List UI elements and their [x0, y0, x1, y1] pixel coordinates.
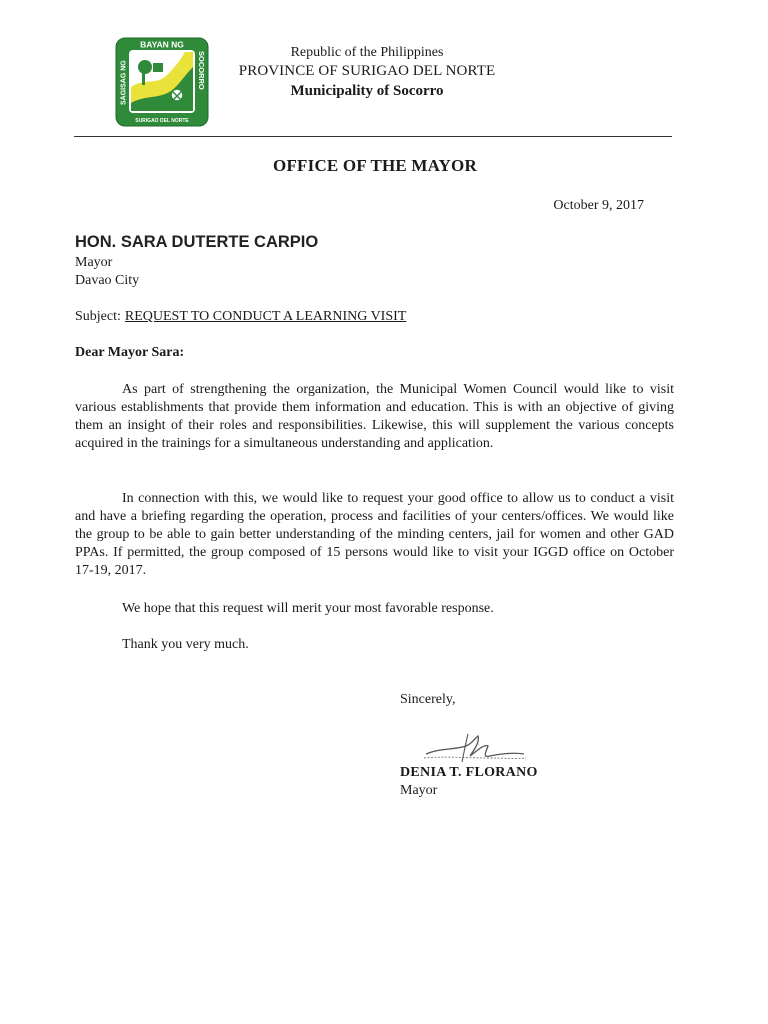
- seal-left-text: SAGISAG NG: [120, 60, 128, 105]
- seal-bottom-text: SURIGAO DEL NORTE: [135, 118, 189, 124]
- signer-title: Mayor: [400, 783, 438, 798]
- office-title: OFFICE OF THE MAYOR: [273, 156, 477, 175]
- body-paragraph-1: As part of strengthening the organization, the Municipal Women Council would like to visit various establishments that provide them information and education. This is with an objective of giving them an insight of their roles and responsibilities. Likewise, this will supplement the various concepts acquired in the trainings for a simultaneous understanding and application.: [75, 382, 674, 451]
- subject-text: REQUEST TO CONDUCT A LEARNING VISIT: [124, 309, 407, 324]
- seal-top-text: BAYAN NG: [140, 39, 184, 50]
- header-republic: Republic of the Philippines: [290, 45, 444, 60]
- addressee-title: Mayor: [75, 255, 113, 270]
- header-municipality: Municipality of Socorro: [290, 83, 444, 99]
- letter-date: October 9, 2017: [553, 198, 644, 213]
- header-province: PROVINCE OF SURIGAO DEL NORTE: [238, 63, 496, 79]
- body-paragraph-4: Thank you very much.: [122, 637, 249, 652]
- salutation: Dear Mayor Sara:: [75, 345, 185, 360]
- seal-right-text: SOCORRO: [197, 51, 206, 90]
- body-paragraph-3: We hope that this request will merit your most favorable response.: [122, 601, 494, 616]
- subject-line: [75, 309, 406, 325]
- addressee-name: HON. SARA DUTERTE CARPIO: [75, 233, 319, 251]
- header-divider: [74, 136, 672, 137]
- body-paragraph-2: In connection with this, we would like to request your good office to allow us to conduct a visit and have a briefing regarding the operation, process and facilities of your centers/offices. We would like the group to be able to gain better understanding of the minding centers, jail for women and other GAD PPAs. If permitted, the group composed of 15 persons would like to visit your IGGD office on October 17-19, 2017.: [75, 491, 674, 578]
- subject-label: Subject:: [75, 309, 121, 324]
- closing: Sincerely,: [400, 692, 456, 707]
- addressee-city: Davao City: [75, 273, 140, 288]
- signer-name: DENIA T. FLORANO: [400, 765, 538, 780]
